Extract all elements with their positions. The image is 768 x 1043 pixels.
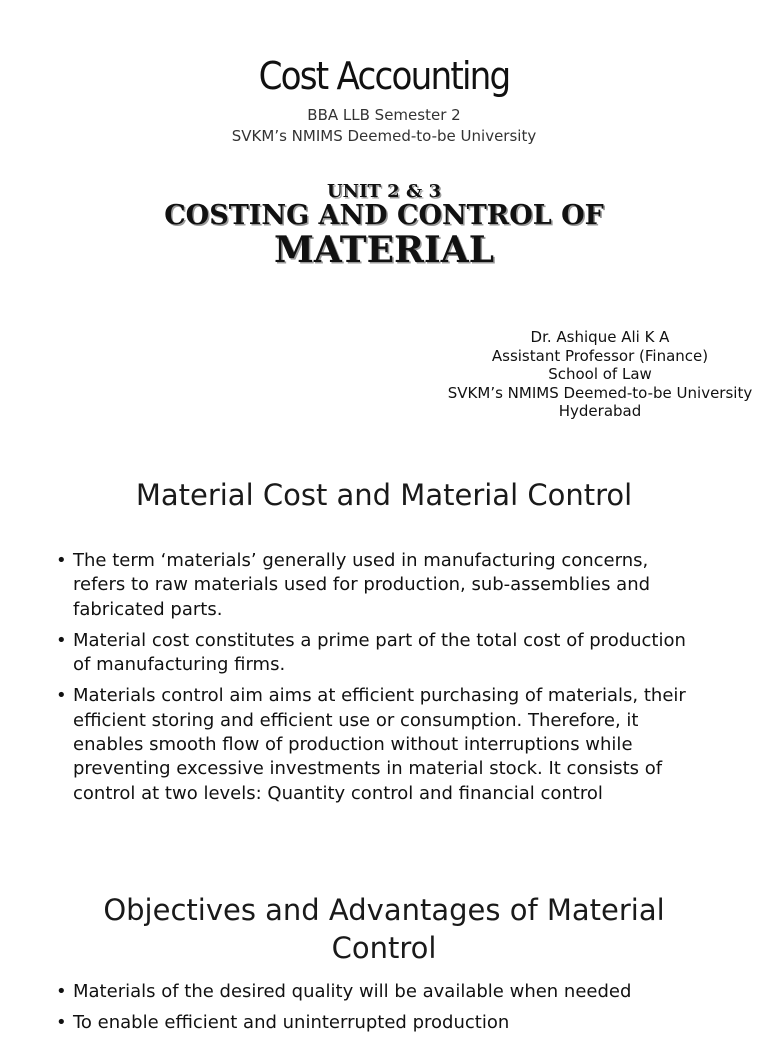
bullet-item: • Materials of the desired quality will be available when needed bbox=[56, 980, 706, 1004]
university-subtitle: SVKM’s NMIMS Deemed-to-be University bbox=[231, 127, 537, 145]
author-university: SVKM’s NMIMS Deemed-to-be University bbox=[447, 383, 753, 402]
slide-heading-line1: Objectives and Advantages of Material bbox=[103, 893, 665, 927]
bullet-item: • The term ‘materials’ generally used in manufacturing concerns, refers to raw materials used for production, sub-assemblies and fabricated parts. bbox=[56, 549, 706, 622]
title-slide bbox=[0, 0, 768, 440]
author-city: Hyderabad bbox=[558, 402, 642, 420]
course-subtitle: BBA LLB Semester 2 bbox=[307, 106, 461, 124]
author-school: School of Law bbox=[548, 365, 652, 383]
bullet-list bbox=[56, 549, 706, 813]
bullet-list bbox=[56, 980, 706, 1043]
author-block bbox=[436, 328, 764, 421]
unit-label: UNIT 2 & 3 bbox=[326, 181, 442, 202]
objectives-slide bbox=[0, 856, 768, 1034]
material-cost-slide bbox=[0, 440, 768, 840]
author-designation: Assistant Professor (Finance) bbox=[491, 346, 709, 365]
presentation-title: Cost Accounting bbox=[258, 54, 510, 98]
slide-heading: Material Cost and Material Control bbox=[135, 478, 633, 512]
bullet-item: • Material cost constitutes a prime part of the total cost of production of manufacturing firms. bbox=[56, 629, 706, 678]
slide-heading-line2: Control bbox=[331, 931, 437, 965]
topic-heading-line1: COSTING AND CONTROL OF bbox=[164, 200, 604, 231]
bullet-item: • Materials control aim aims at efficient purchasing of materials, their efficient storing and efficient use or consumption. Therefore, it enables smooth flow of production without interruptions while preventing excessive investments in material stock. It consists of control at two levels: Quantity control and financial control bbox=[56, 684, 706, 805]
topic-heading-line2: MATERIAL bbox=[273, 229, 495, 271]
author-name: Dr. Ashique Ali K A bbox=[530, 328, 670, 346]
slide-heading bbox=[0, 891, 768, 967]
bullet-item: • To enable efficient and uninterrupted production bbox=[56, 1011, 706, 1035]
